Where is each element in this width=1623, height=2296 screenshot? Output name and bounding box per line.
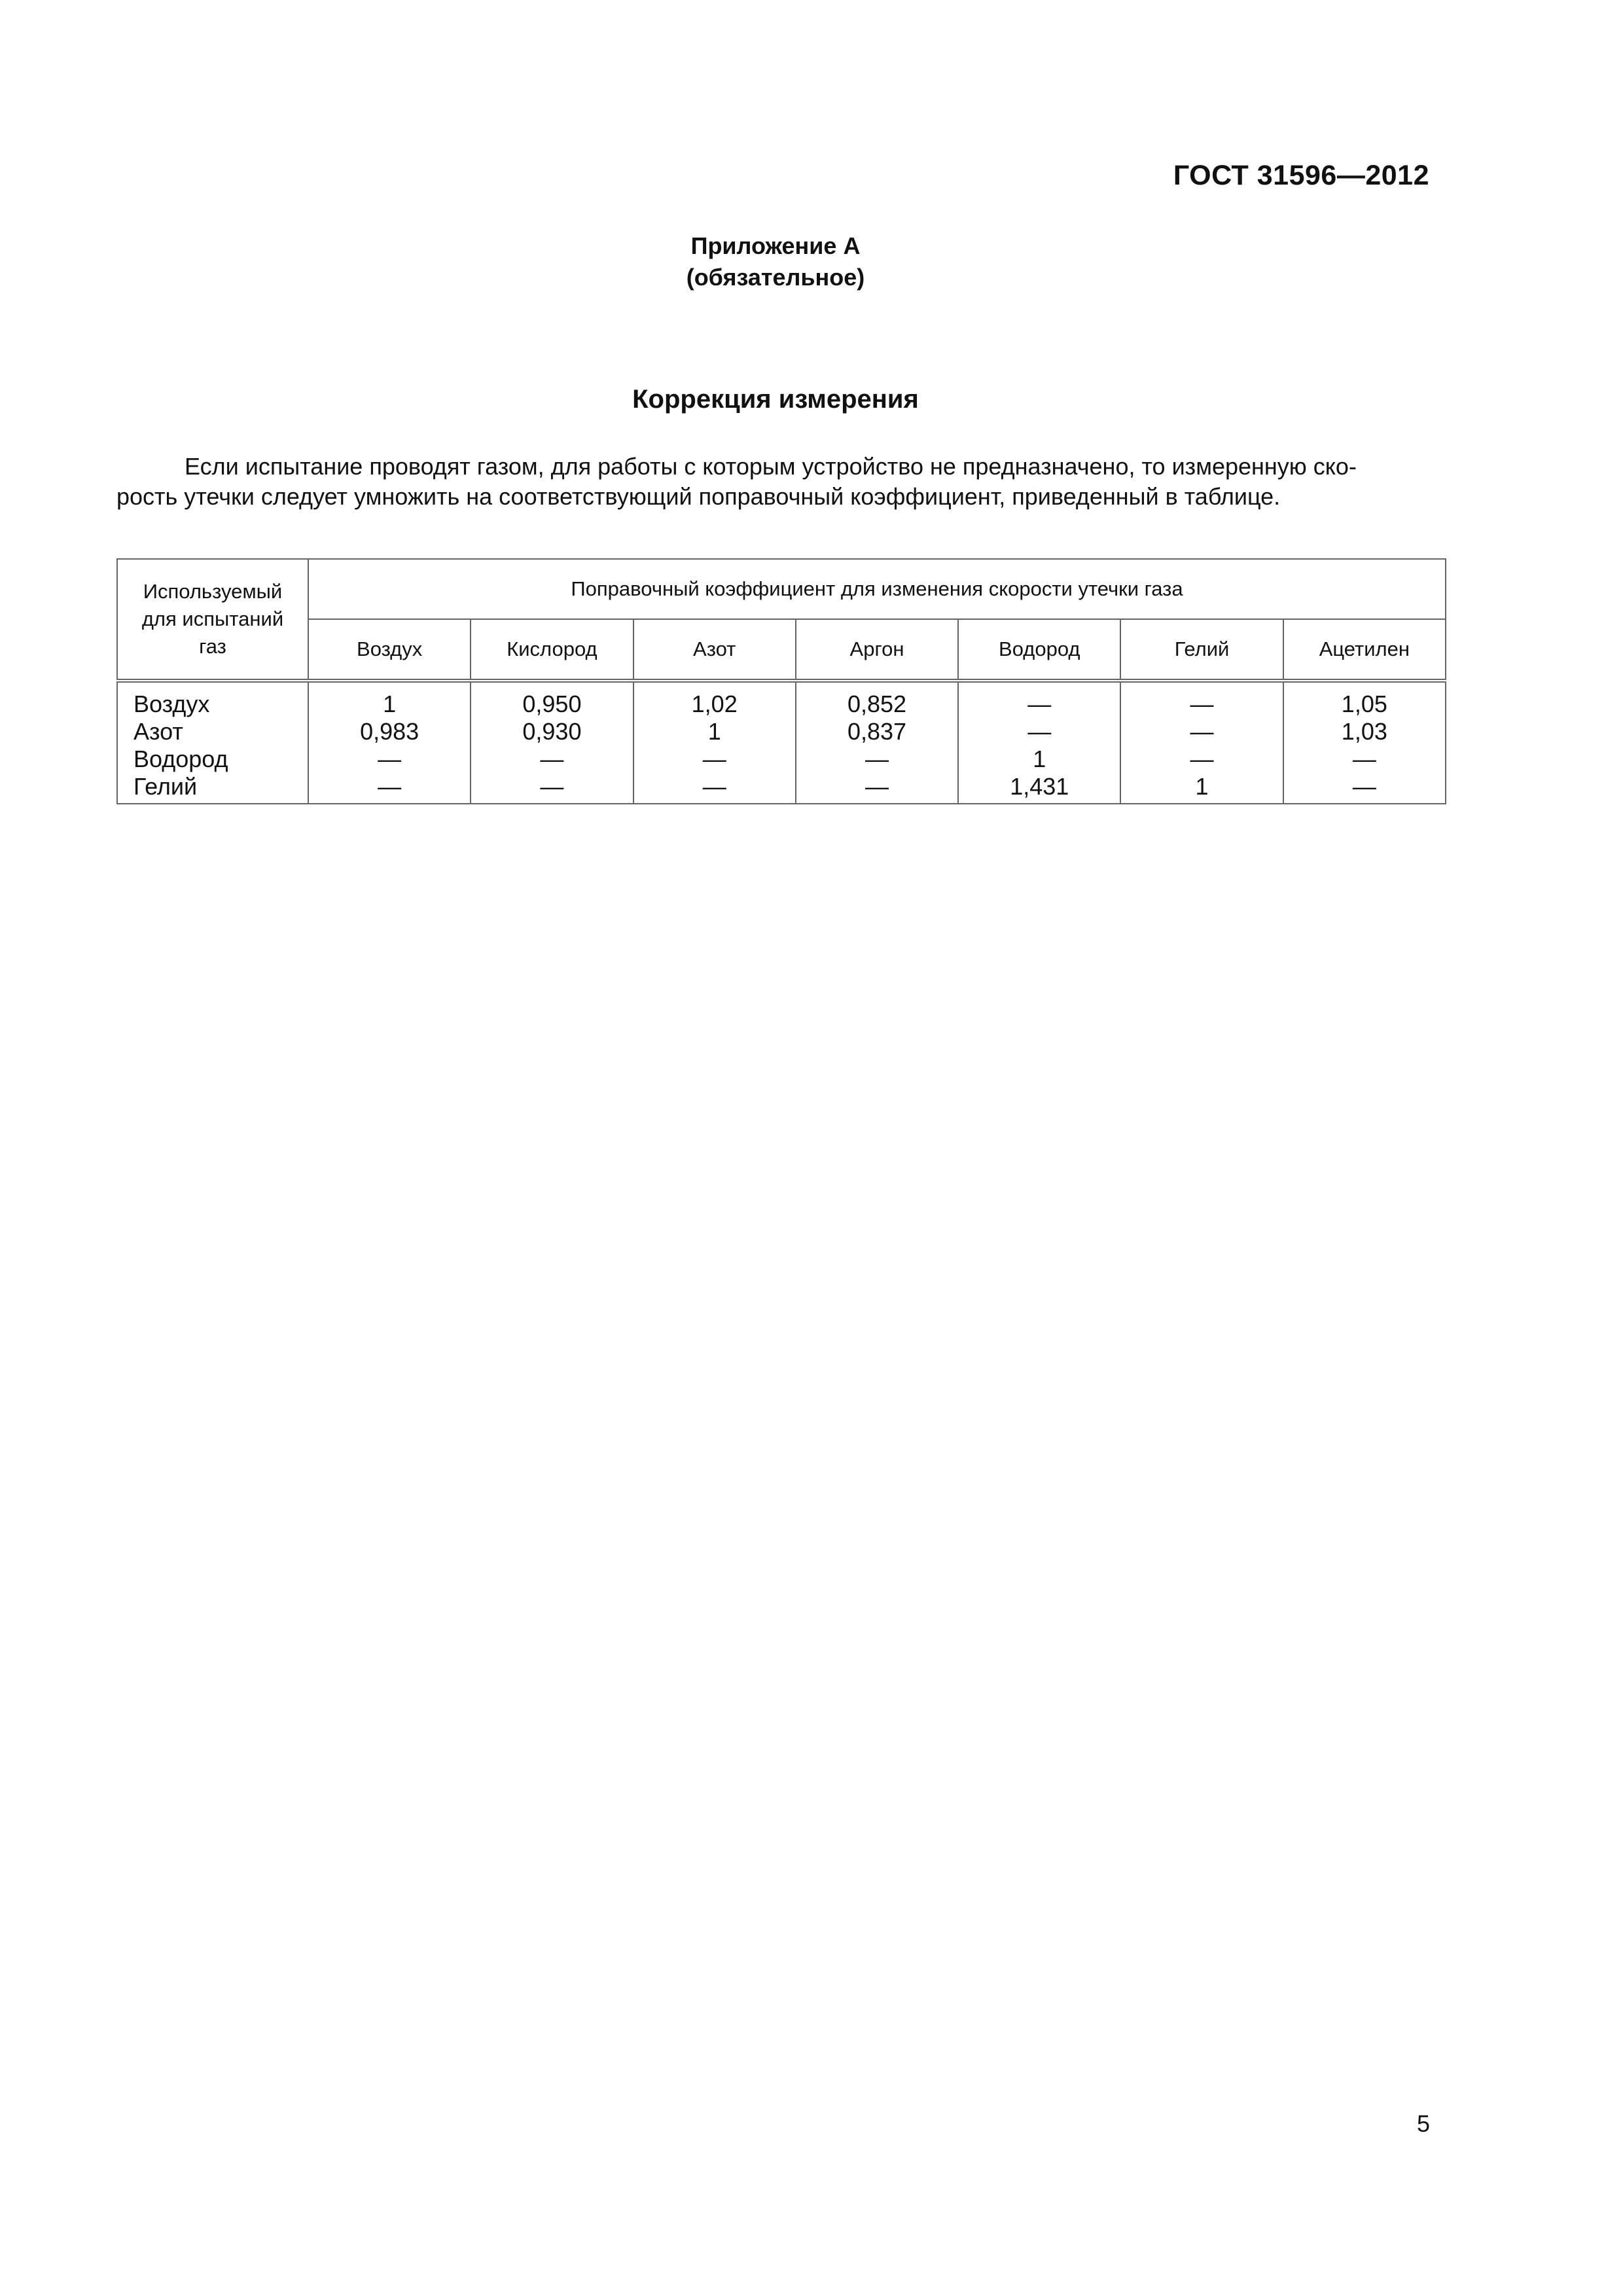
table-cell: — [633,745,796,773]
intro-paragraph [116,452,1444,512]
gas-name-cell: Азот [117,718,308,745]
paragraph-line: рость утечки следует умножить на соответствующий поправочный коэффициент, приведенный в таблице. [116,483,1281,510]
header-text-line: Используемый [143,580,283,603]
header-text-line: газ [199,635,226,658]
appendix-title: Приложение А [690,232,861,259]
table-cell: — [308,773,471,804]
table-cell: — [471,773,633,804]
table-cell: — [958,681,1120,718]
table-row [117,773,1446,804]
table-cell: — [1283,745,1446,773]
table-cell: 0,983 [308,718,471,745]
table-cell: 0,837 [796,718,958,745]
table-row [117,681,1446,718]
column-header: Гелий [1120,619,1283,681]
gas-name-cell: Водород [117,745,308,773]
table-cell: 1 [308,681,471,718]
header-text-line: для испытаний [141,607,284,630]
gas-name-cell: Воздух [117,681,308,718]
table-cell: 1 [633,718,796,745]
table-cell: — [1283,773,1446,804]
table-cell: — [633,773,796,804]
column-header: Ацетилен [1283,619,1446,681]
table-cell: — [1120,681,1283,718]
table-cell: 0,950 [471,681,633,718]
test-gas-header [117,559,308,681]
column-header: Водород [958,619,1120,681]
table-cell: 0,930 [471,718,633,745]
appendix-status: (обязательное) [686,264,865,291]
table-cell: — [308,745,471,773]
table-cell: 0,852 [796,681,958,718]
table-cell: 1,05 [1283,681,1446,718]
page-number: 5 [1417,2110,1431,2137]
table-cell: — [796,773,958,804]
table-row [117,745,1446,773]
gas-name-cell: Гелий [117,773,308,804]
column-header: Воздух [308,619,471,681]
table-cell: 1,03 [1283,718,1446,745]
column-header: Кислород [471,619,633,681]
column-header: Аргон [796,619,958,681]
table-cell: 1 [958,745,1120,773]
table-cell: — [958,718,1120,745]
table-cell: — [1120,745,1283,773]
document-standard-number: ГОСТ 31596—2012 [1173,160,1429,191]
table-cell: 1 [1120,773,1283,804]
appendix-heading [0,230,1551,293]
table-cell: — [796,745,958,773]
correction-factor-table [116,558,1446,804]
column-header: Азот [633,619,796,681]
table-row [117,718,1446,745]
table-cell: 1,02 [633,681,796,718]
table-cell: — [471,745,633,773]
table-cell: 1,431 [958,773,1120,804]
paragraph-line: Если испытание проводят газом, для работы с которым устройство не предназначено, то измеренную ско- [185,453,1357,480]
correction-factor-group-header: Поправочный коэффициент для изменения скорости утечки газа [308,559,1446,619]
section-title: Коррекция измерения [632,385,919,414]
table-cell: — [1120,718,1283,745]
